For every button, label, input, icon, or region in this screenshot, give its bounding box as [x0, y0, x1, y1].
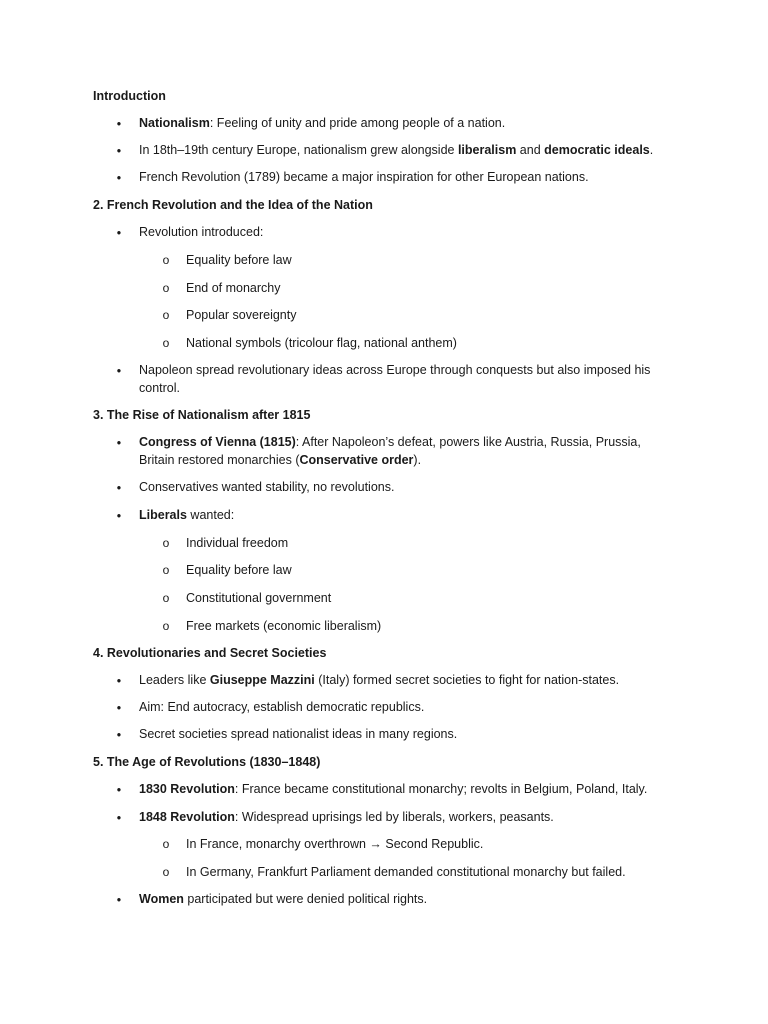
bullet-icon: •	[116, 701, 122, 715]
sub-bullet-icon: o	[162, 281, 170, 295]
sub-bullet-icon: o	[162, 591, 170, 605]
list-item: In 18th–19th century Europe, nationalism grew alongside liberalism and democratic ideals.	[139, 143, 654, 157]
heading-section-4: 4. Revolutionaries and Secret Societies	[93, 646, 327, 660]
sub-bullet-icon: o	[162, 308, 170, 322]
list-item: Secret societies spread nationalist ideas in many regions.	[139, 727, 458, 741]
sub-bullet-icon: o	[162, 563, 170, 577]
bullet-icon: •	[116, 509, 122, 523]
sub-list-item: Individual freedom	[186, 536, 289, 550]
bullet-icon: •	[116, 893, 122, 907]
heading-section-3: 3. The Rise of Nationalism after 1815	[93, 408, 311, 422]
bullet-icon: •	[116, 436, 122, 450]
bullet-icon: •	[116, 226, 122, 240]
list-item: 1830 Revolution: France became constitutional monarchy; revolts in Belgium, Poland, Italy.	[139, 782, 648, 796]
sub-bullet-icon: o	[162, 336, 170, 350]
sub-bullet-icon: o	[162, 536, 170, 550]
sub-list-item: End of monarchy	[186, 281, 281, 295]
sub-list-item: Constitutional government	[186, 591, 332, 605]
heading-introduction: Introduction	[93, 89, 166, 103]
bullet-icon: •	[116, 811, 122, 825]
bullet-icon: •	[116, 783, 122, 797]
sub-bullet-icon: o	[162, 865, 170, 879]
sub-list-item: Equality before law	[186, 563, 292, 577]
bullet-icon: •	[116, 117, 122, 131]
list-item: 1848 Revolution: Widespread uprisings led by liberals, workers, peasants.	[139, 810, 554, 824]
sub-list-item: National symbols (tricolour flag, national anthem)	[186, 336, 457, 350]
bullet-icon: •	[116, 171, 122, 185]
sub-bullet-icon: o	[162, 619, 170, 633]
bullet-icon: •	[116, 144, 122, 158]
sub-bullet-icon: o	[162, 837, 170, 851]
list-item: French Revolution (1789) became a major inspiration for other European nations.	[139, 170, 589, 184]
list-item: Congress of Vienna (1815): After Napoleon’s defeat, powers like Austria, Russia, Prussia, Britain restored monarchies (Conservative order).	[139, 435, 641, 467]
bullet-icon: •	[116, 674, 122, 688]
sub-bullet-icon: o	[162, 253, 170, 267]
list-item: Napoleon spread revolutionary ideas across Europe through conquests but also imposed his control.	[139, 363, 651, 395]
sub-list-item: Popular sovereignty	[186, 308, 297, 322]
list-item: Conservatives wanted stability, no revolutions.	[139, 480, 395, 494]
list-item: Liberals wanted:	[139, 508, 235, 522]
heading-section-5: 5. The Age of Revolutions (1830–1848)	[93, 755, 321, 769]
bullet-icon: •	[116, 728, 122, 742]
list-item: Leaders like Giuseppe Mazzini (Italy) formed secret societies to fight for nation-states.	[139, 673, 620, 687]
list-item: Revolution introduced:	[139, 225, 264, 239]
sub-list-item: In France, monarchy overthrown → Second Republic.	[186, 837, 484, 851]
bullet-icon: •	[116, 481, 122, 495]
sub-list-item: Equality before law	[186, 253, 292, 267]
list-item: Nationalism: Feeling of unity and pride among people of a nation.	[139, 116, 506, 130]
sub-list-item: In Germany, Frankfurt Parliament demanded constitutional monarchy but failed.	[186, 865, 626, 879]
list-item: Aim: End autocracy, establish democratic republics.	[139, 700, 425, 714]
bullet-icon: •	[116, 364, 122, 378]
heading-section-2: 2. French Revolution and the Idea of the Nation	[93, 198, 373, 212]
list-item: Women participated but were denied political rights.	[139, 892, 428, 906]
sub-list-item: Free markets (economic liberalism)	[186, 619, 382, 633]
